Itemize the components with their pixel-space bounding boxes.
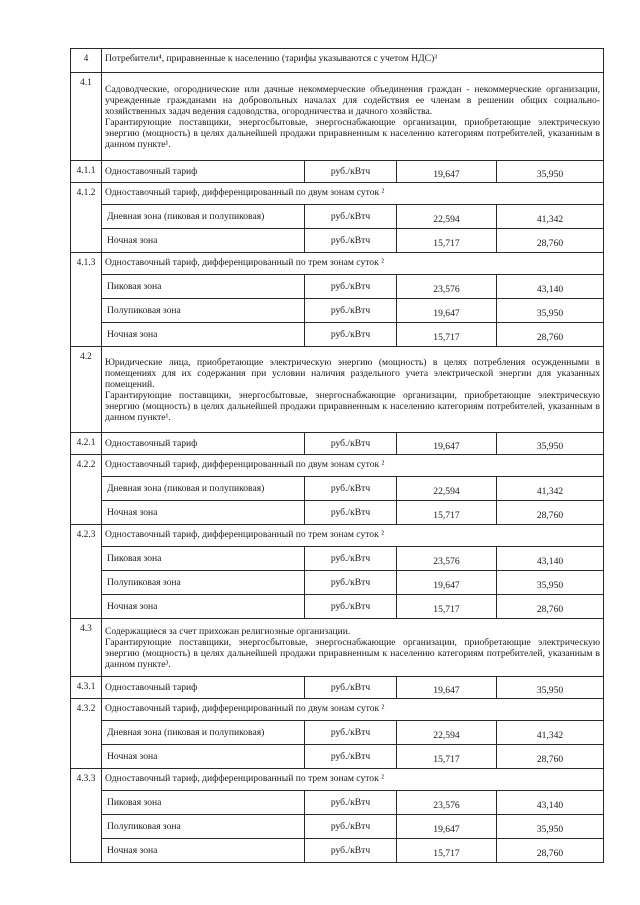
tariff-value-2: 35,950 bbox=[536, 580, 564, 591]
section-paragraph: Содержащиеся за счет прихожан религиозные организации. bbox=[105, 625, 351, 637]
unit-label: руб./кВтч bbox=[305, 839, 397, 863]
tariff-value-1-cell bbox=[397, 477, 497, 501]
section-description bbox=[102, 73, 604, 161]
two-zone-header-row bbox=[71, 455, 604, 477]
tariff-value-1: 23,576 bbox=[433, 284, 460, 295]
tariff-value-1-cell bbox=[397, 791, 497, 815]
zone-name: Дневная зона (пиковая и полупиковая) bbox=[102, 721, 305, 745]
tariff-value-2-cell bbox=[497, 433, 604, 455]
tariff-value-1: 15,717 bbox=[433, 238, 460, 249]
tariff-value-2-cell bbox=[497, 299, 604, 323]
tariff-value-1: 15,717 bbox=[433, 604, 460, 615]
item-number: 4.2.2 bbox=[71, 455, 102, 525]
tariff-value-2: 43,140 bbox=[536, 556, 564, 567]
zone-name: Полупиковая зона bbox=[102, 815, 305, 839]
unit-label: руб./кВтч bbox=[305, 229, 397, 253]
tariff-value-1: 19,647 bbox=[433, 580, 460, 591]
single-rate-row bbox=[71, 677, 604, 699]
tariff-value-2-cell bbox=[497, 205, 604, 229]
tariff-value-1: 23,576 bbox=[433, 556, 460, 567]
tariff-value-2-cell bbox=[497, 229, 604, 253]
zone-name: Пиковая зона bbox=[102, 547, 305, 571]
tariff-value-1: 23,576 bbox=[433, 800, 460, 811]
tariff-value-1-cell bbox=[397, 815, 497, 839]
item-number: 4.3.3 bbox=[71, 769, 102, 863]
tariff-table-body bbox=[71, 49, 604, 863]
tariff-value-2-cell bbox=[497, 745, 604, 769]
section-paragraph: Гарантирующие поставщики, энергосбытовые, энергоснабжающие организации, приобретающие электрическую энергию (мощность) в целях дальнейшей продажи приравненным к населению категориям потребителей, указанным в данном пункте¹. bbox=[105, 116, 601, 150]
tariff-value-1-cell bbox=[397, 323, 497, 347]
zone-row bbox=[71, 229, 604, 253]
tariff-value-1-cell bbox=[397, 275, 497, 299]
item-number: 4.1.2 bbox=[71, 183, 102, 253]
tariff-value-1-cell bbox=[397, 745, 497, 769]
group-title: Потребители⁴, приравненные к населению (тарифы указываются с учетом НДС)³ bbox=[102, 49, 604, 73]
zone-group-title: Одноставочный тариф, дифференцированный по трем зонам суток ² bbox=[102, 253, 604, 275]
zone-name: Ночная зона bbox=[102, 323, 305, 347]
tariff-value-2-cell bbox=[497, 595, 604, 619]
zone-row bbox=[71, 205, 604, 229]
tariff-table bbox=[70, 48, 604, 863]
zone-name: Ночная зона bbox=[102, 745, 305, 769]
tariff-value-2: 41,342 bbox=[536, 486, 564, 497]
zone-row bbox=[71, 501, 604, 525]
tariff-value-2: 28,760 bbox=[536, 238, 564, 249]
zone-row bbox=[71, 745, 604, 769]
unit-label: руб./кВтч bbox=[305, 323, 397, 347]
single-rate-row bbox=[71, 161, 604, 183]
item-number: 4.2.1 bbox=[71, 433, 102, 455]
tariff-value-1-cell bbox=[397, 205, 497, 229]
tariff-value-1-cell bbox=[397, 229, 497, 253]
unit-label: руб./кВтч bbox=[305, 501, 397, 525]
three-zone-header-row bbox=[71, 253, 604, 275]
tariff-value-2-cell bbox=[497, 547, 604, 571]
zone-row bbox=[71, 595, 604, 619]
tariff-value-2: 28,760 bbox=[536, 754, 564, 765]
zone-row bbox=[71, 721, 604, 745]
unit-label: руб./кВтч bbox=[305, 161, 397, 183]
tariff-value-2: 43,140 bbox=[536, 284, 564, 295]
tariff-value-2-cell bbox=[497, 275, 604, 299]
zone-row bbox=[71, 275, 604, 299]
tariff-name: Одноставочный тариф bbox=[102, 677, 305, 699]
tariff-value-2-cell bbox=[497, 501, 604, 525]
tariff-value-1: 15,717 bbox=[433, 510, 460, 521]
group-number: 4 bbox=[71, 49, 102, 73]
tariff-value-2: 28,760 bbox=[536, 510, 564, 521]
tariff-value-2-cell bbox=[497, 791, 604, 815]
tariff-value-2-cell bbox=[497, 815, 604, 839]
unit-label: руб./кВтч bbox=[305, 275, 397, 299]
tariff-value-1: 19,647 bbox=[433, 441, 460, 452]
item-number: 4.3.2 bbox=[71, 699, 102, 769]
tariff-value-2: 28,760 bbox=[536, 332, 564, 343]
tariff-value-1-cell bbox=[397, 839, 497, 863]
tariff-value-1: 15,717 bbox=[433, 332, 460, 343]
tariff-value-1: 22,594 bbox=[433, 486, 460, 497]
two-zone-header-row bbox=[71, 699, 604, 721]
zone-row bbox=[71, 299, 604, 323]
tariff-value-2: 28,760 bbox=[536, 848, 564, 859]
unit-label: руб./кВтч bbox=[305, 205, 397, 229]
tariff-value-2: 35,950 bbox=[536, 685, 564, 696]
item-number: 4.1.3 bbox=[71, 253, 102, 347]
tariff-value-1-cell bbox=[397, 501, 497, 525]
zone-group-title: Одноставочный тариф, дифференцированный по двум зонам суток ² bbox=[102, 183, 604, 205]
zone-row bbox=[71, 839, 604, 863]
section-row bbox=[71, 619, 604, 677]
section-paragraph: Гарантирующие поставщики, энергосбытовые, энергоснабжающие организации, приобретающие электрическую энергию (мощность) в целях дальнейшей продажи приравненным к населению категориям потребителей, указанным в данном пункте³. bbox=[105, 636, 601, 670]
unit-label: руб./кВтч bbox=[305, 677, 397, 699]
tariff-value-2: 35,950 bbox=[536, 441, 564, 452]
section-row bbox=[71, 73, 604, 161]
tariff-value-1: 19,647 bbox=[433, 308, 460, 319]
unit-label: руб./кВтч bbox=[305, 745, 397, 769]
unit-label: руб./кВтч bbox=[305, 477, 397, 501]
section-paragraph: Садоводческие, огороднические или дачные некоммерческие объединения граждан - некоммерческие организации, учрежденные гражданами на добровольных началах для содействия ее членам в решении общих социально-хозяйственных задач ведения садоводства, огородничества и дачного хозяйства. bbox=[105, 83, 601, 117]
section-description bbox=[102, 347, 604, 433]
unit-label: руб./кВтч bbox=[305, 299, 397, 323]
zone-name: Ночная зона bbox=[102, 229, 305, 253]
unit-label: руб./кВтч bbox=[305, 595, 397, 619]
tariff-value-2-cell bbox=[497, 677, 604, 699]
section-paragraph: Гарантирующие поставщики, энергосбытовые, энергоснабжающие организации, приобретающие электрическую энергию (мощность) в целях дальнейшей продажи приравненным к населению категориям потребителей, указанным в данном пункте¹. bbox=[105, 389, 601, 423]
unit-label: руб./кВтч bbox=[305, 815, 397, 839]
three-zone-header-row bbox=[71, 769, 604, 791]
zone-group-title: Одноставочный тариф, дифференцированный по трем зонам суток ² bbox=[102, 525, 604, 547]
zone-name: Пиковая зона bbox=[102, 791, 305, 815]
tariff-value-2: 35,950 bbox=[536, 169, 564, 180]
zone-group-title: Одноставочный тариф, дифференцированный по двум зонам суток ² bbox=[102, 455, 604, 477]
tariff-value-2-cell bbox=[497, 571, 604, 595]
tariff-value-1-cell bbox=[397, 721, 497, 745]
unit-label: руб./кВтч bbox=[305, 791, 397, 815]
section-paragraph: Юридические лица, приобретающие электрическую энергию (мощность) в целях потребления осужденными в помещениях для их содержания при условии наличия раздельного учета электрической энергии для указанных помещений. bbox=[105, 356, 601, 390]
zone-name: Дневная зона (пиковая и полупиковая) bbox=[102, 477, 305, 501]
tariff-name: Одноставочный тариф bbox=[102, 433, 305, 455]
item-number: 4.3.1 bbox=[71, 677, 102, 699]
tariff-value-1-cell bbox=[397, 677, 497, 699]
tariff-value-2: 43,140 bbox=[536, 800, 564, 811]
tariff-value-2-cell bbox=[497, 323, 604, 347]
zone-name: Ночная зона bbox=[102, 595, 305, 619]
zone-row bbox=[71, 547, 604, 571]
tariff-value-1: 19,647 bbox=[433, 169, 460, 180]
section-number: 4.1 bbox=[71, 73, 102, 161]
tariff-value-2: 28,760 bbox=[536, 604, 564, 615]
tariff-value-1: 15,717 bbox=[433, 848, 460, 859]
unit-label: руб./кВтч bbox=[305, 721, 397, 745]
tariff-value-1-cell bbox=[397, 161, 497, 183]
unit-label: руб./кВтч bbox=[305, 547, 397, 571]
tariff-value-1-cell bbox=[397, 547, 497, 571]
tariff-value-1: 19,647 bbox=[433, 824, 460, 835]
zone-row bbox=[71, 477, 604, 501]
tariff-value-1-cell bbox=[397, 299, 497, 323]
zone-name: Дневная зона (пиковая и полупиковая) bbox=[102, 205, 305, 229]
section-number: 4.3 bbox=[71, 619, 102, 677]
tariff-value-2-cell bbox=[497, 839, 604, 863]
tariff-value-2: 35,950 bbox=[536, 824, 564, 835]
zone-name: Полупиковая зона bbox=[102, 571, 305, 595]
tariff-value-2-cell bbox=[497, 161, 604, 183]
zone-row bbox=[71, 791, 604, 815]
zone-group-title: Одноставочный тариф, дифференцированный по двум зонам суток ² bbox=[102, 699, 604, 721]
tariff-value-2: 41,342 bbox=[536, 730, 564, 741]
tariff-value-2-cell bbox=[497, 721, 604, 745]
unit-label: руб./кВтч bbox=[305, 433, 397, 455]
tariff-value-1-cell bbox=[397, 571, 497, 595]
tariff-value-2: 41,342 bbox=[536, 214, 564, 225]
zone-name: Ночная зона bbox=[102, 839, 305, 863]
zone-row bbox=[71, 815, 604, 839]
section-row bbox=[71, 347, 604, 433]
zone-group-title: Одноставочный тариф, дифференцированный по трем зонам суток ² bbox=[102, 769, 604, 791]
three-zone-header-row bbox=[71, 525, 604, 547]
tariff-value-1-cell bbox=[397, 433, 497, 455]
tariff-value-1-cell bbox=[397, 595, 497, 619]
zone-row bbox=[71, 323, 604, 347]
two-zone-header-row bbox=[71, 183, 604, 205]
item-number: 4.2.3 bbox=[71, 525, 102, 619]
tariff-value-1: 15,717 bbox=[433, 754, 460, 765]
single-rate-row bbox=[71, 433, 604, 455]
tariff-value-1: 19,647 bbox=[433, 685, 460, 696]
tariff-value-2: 35,950 bbox=[536, 308, 564, 319]
zone-name: Пиковая зона bbox=[102, 275, 305, 299]
tariff-name: Одноставочный тариф bbox=[102, 161, 305, 183]
section-number: 4.2 bbox=[71, 347, 102, 433]
tariff-value-1: 22,594 bbox=[433, 214, 460, 225]
unit-label: руб./кВтч bbox=[305, 571, 397, 595]
group-header-row bbox=[71, 49, 604, 73]
section-description bbox=[102, 619, 604, 677]
zone-name: Полупиковая зона bbox=[102, 299, 305, 323]
tariff-value-1: 22,594 bbox=[433, 730, 460, 741]
zone-name: Ночная зона bbox=[102, 501, 305, 525]
tariff-value-2-cell bbox=[497, 477, 604, 501]
zone-row bbox=[71, 571, 604, 595]
item-number: 4.1.1 bbox=[71, 161, 102, 183]
